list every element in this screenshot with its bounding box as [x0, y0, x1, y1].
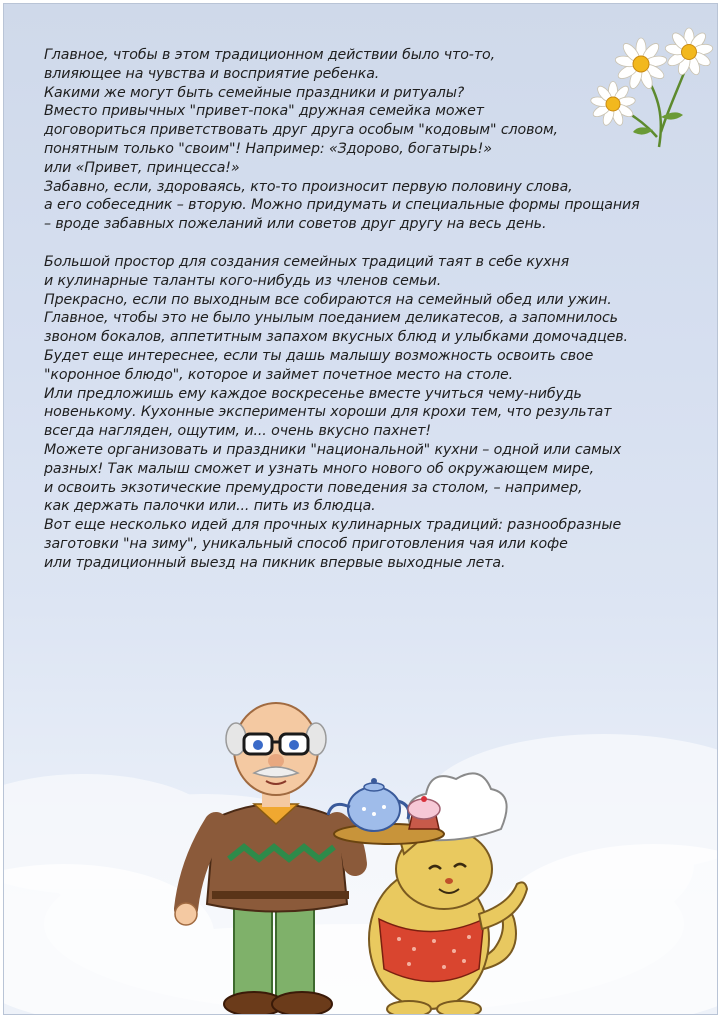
text-line: а его собеседник – вторую. Можно придумать и специальные формы прощания [44, 197, 640, 214]
text-line: – вроде забавных пожеланий или советов друг другу на весь день. [44, 216, 547, 233]
text-line: Будет еще интереснее, если ты дашь малышу возможность освоить свое [44, 347, 594, 364]
text-line: Прекрасно, если по выходным все собираются на семейный обед или ужин. [44, 291, 612, 308]
text-line: договориться приветствовать друг друга особым "кодовым" словом, [44, 122, 558, 139]
text-line: Главное, чтобы это не было унылым поеданием деликатесов, а запомнилось [44, 310, 618, 327]
text-line: или «Привет, принцесса!» [44, 159, 240, 176]
text-line: или традиционный выезд на пикник впервые выходные лета. [44, 554, 506, 571]
page [3, 3, 718, 1015]
text-line: Вместо привычных "привет-пока" дружная семейка может [44, 103, 484, 120]
text-line: Вот еще несколько идей для прочных кулинарных традиций: разнообразные [44, 517, 622, 534]
text-line: понятным только "своим"! Например: «Здорово, богатырь!» [44, 140, 492, 157]
text-line: Забавно, если, здороваясь, кто-то произносит первую половину слова, [44, 178, 573, 195]
text-line: звоном бокалов, аппетитным запахом вкусных блюд и улыбками домочадцев. [44, 329, 628, 346]
text-line: и кулинарные таланты кого-нибудь из членов семьи. [44, 272, 442, 289]
text-line: "коронное блюдо", которое и займет почетное место на столе. [44, 366, 514, 383]
text-line: Можете организовать и праздники "национальной" кухни – одной или самых [44, 441, 622, 458]
text-line: Большой простор для создания семейных традиций таят в себе кухня [44, 253, 570, 270]
text-line: и освоить экзотические премудрости поведения за столом, – например, [44, 479, 583, 496]
paragraph-cooking [44, 253, 684, 573]
text-line: Или предложишь ему каждое воскресенье вместе учиться чему-нибудь [44, 385, 582, 402]
text-line: заготовки "на зиму", уникальный способ приготовления чая или кофе [44, 535, 568, 552]
article-text [44, 46, 684, 573]
text-line: как держать палочки или... пить из блюдца. [44, 498, 376, 515]
grandfather-chef-cat-illustration [154, 669, 554, 1015]
paragraph-gap [44, 234, 684, 253]
text-line: новенькому. Кухонные эксперименты хороши для крохи тем, что результат [44, 404, 612, 421]
text-line: Главное, чтобы в этом традиционном действии было что-то, [44, 47, 495, 63]
text-line: разных! Так малыш сможет и узнать много нового об окружающем мире, [44, 460, 594, 477]
text-line: влияющее на чувства и восприятие ребенка. [44, 65, 380, 82]
paragraph-greetings [44, 46, 684, 234]
text-line: Какими же могут быть семейные праздники и ритуалы? [44, 84, 465, 101]
text-line: всегда нагляден, ощутим, и... очень вкусно пахнет! [44, 423, 431, 440]
